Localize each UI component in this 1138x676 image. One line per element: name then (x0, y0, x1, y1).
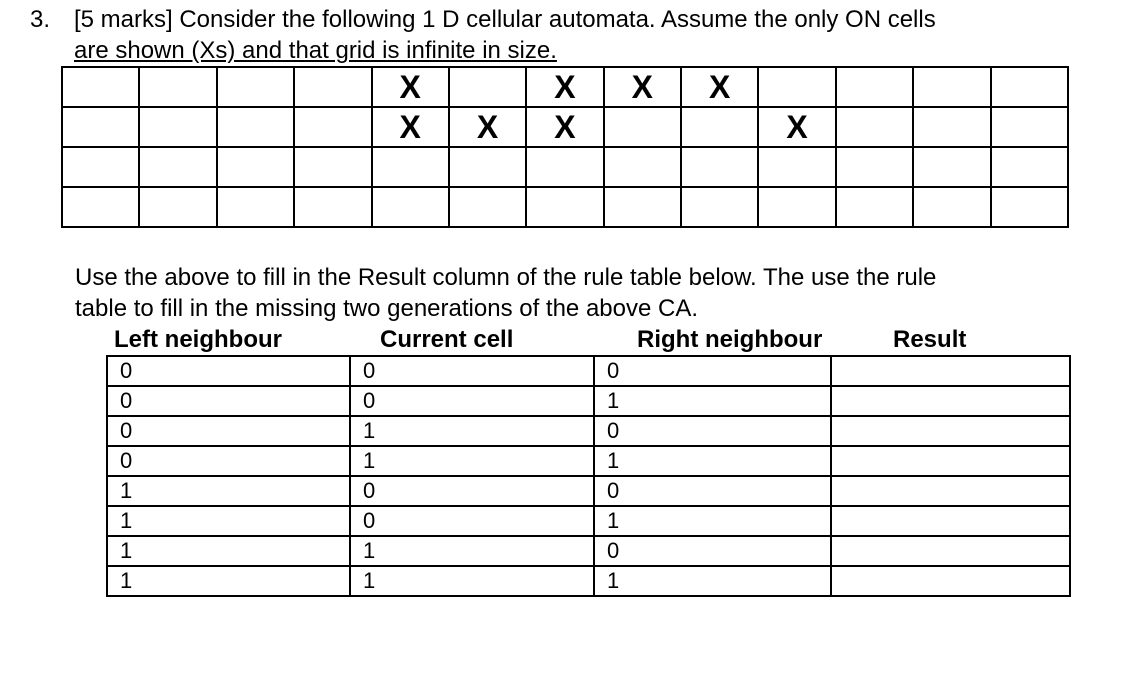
rule-row (107, 446, 1070, 476)
rule-current-cell: 1 (350, 416, 594, 446)
ca-cell[interactable]: X (681, 67, 758, 107)
ca-cell[interactable]: X (526, 67, 603, 107)
cellular-automaton-grid (61, 66, 1069, 228)
rule-row (107, 536, 1070, 566)
ca-cell[interactable] (836, 67, 913, 107)
ca-cell[interactable] (681, 147, 758, 187)
rule-left-cell: 0 (107, 356, 350, 386)
rule-result-cell[interactable] (831, 566, 1070, 596)
rule-row (107, 416, 1070, 446)
ca-cell[interactable] (991, 67, 1069, 107)
ca-cell[interactable] (217, 187, 294, 227)
rule-table (106, 355, 1071, 597)
question-line-2: are shown (Xs) and that grid is infinite in size. (74, 37, 557, 64)
header-left-neighbour: Left neighbour (114, 326, 282, 353)
rule-result-cell[interactable] (831, 386, 1070, 416)
rule-result-cell[interactable] (831, 476, 1070, 506)
rule-row (107, 476, 1070, 506)
ca-cell[interactable] (836, 107, 913, 147)
instructions-line-2: table to fill in the missing two generations of the above CA. (75, 295, 699, 322)
ca-cell[interactable]: X (526, 107, 603, 147)
ca-cell[interactable] (526, 187, 603, 227)
ca-cell[interactable] (836, 147, 913, 187)
ca-generation-row (62, 67, 1068, 107)
ca-cell[interactable] (991, 147, 1069, 187)
rule-current-cell: 0 (350, 386, 594, 416)
ca-cell[interactable] (449, 187, 526, 227)
ca-cell[interactable] (62, 187, 139, 227)
rule-right-cell: 1 (594, 506, 831, 536)
ca-cell[interactable] (604, 107, 681, 147)
rule-result-cell[interactable] (831, 536, 1070, 566)
rule-right-cell: 1 (594, 386, 831, 416)
ca-cell[interactable] (526, 147, 603, 187)
rule-row (107, 386, 1070, 416)
ca-cell[interactable] (139, 107, 216, 147)
instructions (75, 262, 1115, 324)
ca-cell[interactable] (294, 67, 371, 107)
ca-cell[interactable] (913, 67, 990, 107)
ca-cell[interactable] (991, 187, 1069, 227)
rule-right-cell: 1 (594, 566, 831, 596)
ca-cell[interactable] (62, 67, 139, 107)
header-result: Result (893, 326, 967, 353)
rule-current-cell: 1 (350, 446, 594, 476)
ca-cell[interactable] (913, 147, 990, 187)
header-right-neighbour: Right neighbour (637, 326, 823, 353)
rule-result-cell[interactable] (831, 356, 1070, 386)
rule-result-cell[interactable] (831, 506, 1070, 536)
rule-row (107, 506, 1070, 536)
ca-cell[interactable] (372, 147, 449, 187)
rule-right-cell: 0 (594, 416, 831, 446)
rule-left-cell: 1 (107, 506, 350, 536)
ca-cell[interactable] (836, 187, 913, 227)
question-number: 3. (30, 6, 51, 33)
ca-cell[interactable] (449, 67, 526, 107)
ca-cell[interactable] (139, 67, 216, 107)
ca-generation-row (62, 147, 1068, 187)
rule-right-cell: 0 (594, 356, 831, 386)
ca-cell[interactable]: X (372, 107, 449, 147)
header-current-cell: Current cell (380, 326, 514, 353)
ca-cell[interactable] (604, 187, 681, 227)
ca-cell[interactable] (681, 107, 758, 147)
ca-generation-row (62, 187, 1068, 227)
ca-cell[interactable] (372, 187, 449, 227)
ca-cell[interactable]: X (449, 107, 526, 147)
ca-cell[interactable] (913, 187, 990, 227)
rule-right-cell: 1 (594, 446, 831, 476)
ca-cell[interactable] (681, 187, 758, 227)
ca-cell[interactable]: X (372, 67, 449, 107)
ca-cell[interactable] (62, 147, 139, 187)
ca-cell[interactable]: X (758, 107, 835, 147)
ca-cell[interactable] (139, 147, 216, 187)
rule-current-cell: 1 (350, 536, 594, 566)
rule-result-cell[interactable] (831, 446, 1070, 476)
ca-cell[interactable] (758, 67, 835, 107)
rule-row (107, 356, 1070, 386)
ca-cell[interactable] (139, 187, 216, 227)
rule-left-cell: 1 (107, 566, 350, 596)
question-line-1: [5 marks] Consider the following 1 D cellular automata. Assume the only ON cells (74, 6, 936, 33)
rule-current-cell: 0 (350, 356, 594, 386)
question-text (74, 4, 1114, 66)
rule-right-cell: 0 (594, 476, 831, 506)
rule-current-cell: 0 (350, 506, 594, 536)
rule-left-cell: 0 (107, 446, 350, 476)
rule-right-cell: 0 (594, 536, 831, 566)
rule-current-cell: 1 (350, 566, 594, 596)
ca-cell[interactable] (758, 187, 835, 227)
rule-left-cell: 0 (107, 386, 350, 416)
ca-cell[interactable] (62, 107, 139, 147)
rule-left-cell: 0 (107, 416, 350, 446)
instructions-line-1: Use the above to fill in the Result column of the rule table below. The use the rule (75, 264, 937, 291)
ca-cell[interactable] (913, 107, 990, 147)
ca-cell[interactable] (294, 147, 371, 187)
ca-generation-row (62, 107, 1068, 147)
rule-row (107, 566, 1070, 596)
ca-cell[interactable] (991, 107, 1069, 147)
ca-cell[interactable] (294, 187, 371, 227)
ca-cell[interactable] (217, 67, 294, 107)
rule-current-cell: 0 (350, 476, 594, 506)
ca-cell[interactable] (449, 147, 526, 187)
ca-cell[interactable] (217, 147, 294, 187)
rule-result-cell[interactable] (831, 416, 1070, 446)
rule-left-cell: 1 (107, 536, 350, 566)
ca-cell[interactable]: X (604, 67, 681, 107)
ca-cell[interactable] (217, 107, 294, 147)
ca-cell[interactable] (604, 147, 681, 187)
ca-cell[interactable] (758, 147, 835, 187)
rule-left-cell: 1 (107, 476, 350, 506)
ca-cell[interactable] (294, 107, 371, 147)
